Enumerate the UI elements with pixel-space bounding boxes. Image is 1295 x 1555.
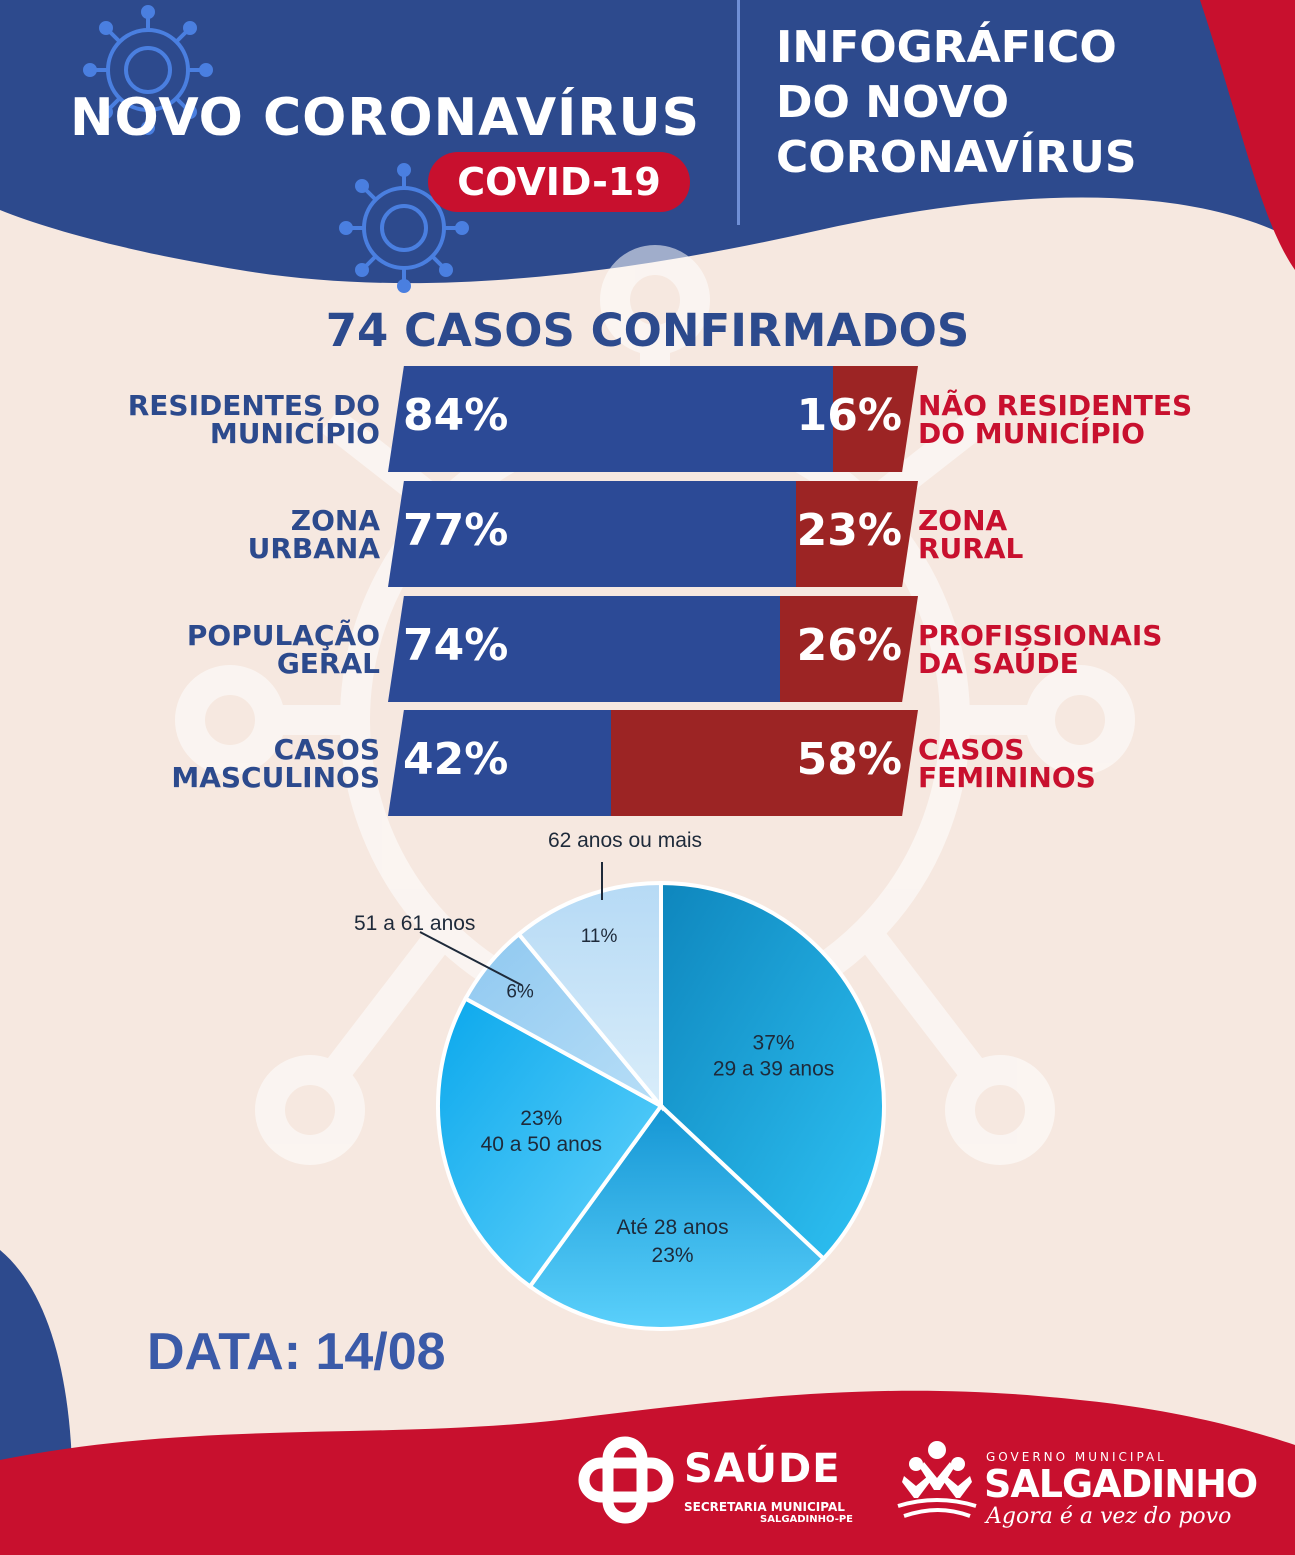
infographic-title-line: CORONAVÍRUS	[776, 132, 1137, 183]
bar-row-residence	[0, 366, 1295, 472]
label-line: RESIDENTES DO	[127, 389, 380, 422]
pie-slice-value: 23%	[651, 1244, 694, 1268]
pie-slice-label: 29 a 39 anos	[712, 1057, 835, 1081]
pie-slice-label: 62 anos ou mais	[547, 829, 703, 852]
pie-slice-label: 40 a 50 anos	[480, 1132, 603, 1156]
bar-value-left: 42%	[403, 734, 509, 785]
label-line: ZONA	[290, 504, 380, 537]
bar-right-label	[918, 619, 1163, 680]
label-line: DO MUNICÍPIO	[918, 417, 1145, 450]
header-divider	[737, 0, 740, 225]
bar-value-left: 84%	[403, 390, 509, 441]
salgadinho-people-logo-icon	[894, 1428, 980, 1528]
label-line: URBANA	[247, 532, 380, 565]
bar-left-label	[247, 504, 380, 565]
saude-logo-name: SAÚDE	[684, 1446, 841, 1492]
report-date: DATA: 14/08	[147, 1323, 446, 1381]
saude-logo-subtitle: SECRETARIA MUNICIPAL	[684, 1500, 845, 1514]
bar-row-population	[0, 596, 1295, 702]
age-pie-chart	[330, 820, 980, 1340]
covid-badge: COVID-19	[428, 152, 690, 212]
pie-slice-value: 37%	[752, 1031, 795, 1055]
label-line: POPULAÇÃO	[186, 619, 380, 652]
pie-slice-label: 51 a 61 anos	[354, 912, 476, 935]
bar-value-left: 77%	[403, 505, 509, 556]
label-line: MASCULINOS	[171, 761, 380, 794]
pie-slice-label: Até 28 anos	[616, 1216, 729, 1240]
bar-value-right: 23%	[796, 505, 902, 556]
confirmed-cases-title: 74 CASOS CONFIRMADOS	[325, 304, 970, 357]
label-line: NÃO RESIDENTES	[918, 389, 1193, 422]
gov-logo-top: GOVERNO MUNICIPAL	[986, 1450, 1167, 1464]
bar-left-label	[186, 619, 380, 680]
label-line: FEMININOS	[918, 761, 1096, 794]
bar-value-right: 26%	[796, 620, 902, 671]
infographic-title-line: DO NOVO	[776, 77, 1009, 128]
infographic-title-line: INFOGRÁFICO	[776, 22, 1117, 73]
label-line: DA SAÚDE	[918, 647, 1079, 680]
page-title: NOVO CORONAVÍRUS	[70, 88, 701, 148]
bar-value-right: 16%	[796, 390, 902, 441]
bar-value-left: 74%	[403, 620, 509, 671]
pie-slice-value: 11%	[580, 925, 618, 947]
bar-row-zone	[0, 481, 1295, 587]
bar-right-label	[918, 389, 1193, 450]
pie-slice-value: 6%	[506, 981, 534, 1003]
label-line: CASOS	[918, 733, 1025, 766]
bar-left-label	[127, 389, 380, 450]
label-line: PROFISSIONAIS	[918, 619, 1163, 652]
saude-logo-city: SALGADINHO-PE	[760, 1514, 854, 1525]
bar-row-sex	[0, 710, 1295, 816]
infographic-title	[776, 20, 1196, 185]
bar-right-label	[918, 504, 1024, 565]
label-line: MUNICÍPIO	[209, 417, 380, 450]
label-line: GERAL	[276, 647, 380, 680]
pie-slice-value: 23%	[520, 1106, 563, 1130]
gov-logo-name: SALGADINHO	[984, 1462, 1258, 1506]
health-cross-logo-icon	[578, 1436, 674, 1524]
label-line: CASOS	[273, 733, 380, 766]
bar-left-label	[171, 733, 380, 794]
gov-logo-slogan: Agora é a vez do povo	[986, 1504, 1232, 1529]
bar-right-label	[918, 733, 1096, 794]
bar-value-right: 58%	[796, 734, 902, 785]
label-line: ZONA	[918, 504, 1008, 537]
label-line: RURAL	[918, 532, 1024, 565]
